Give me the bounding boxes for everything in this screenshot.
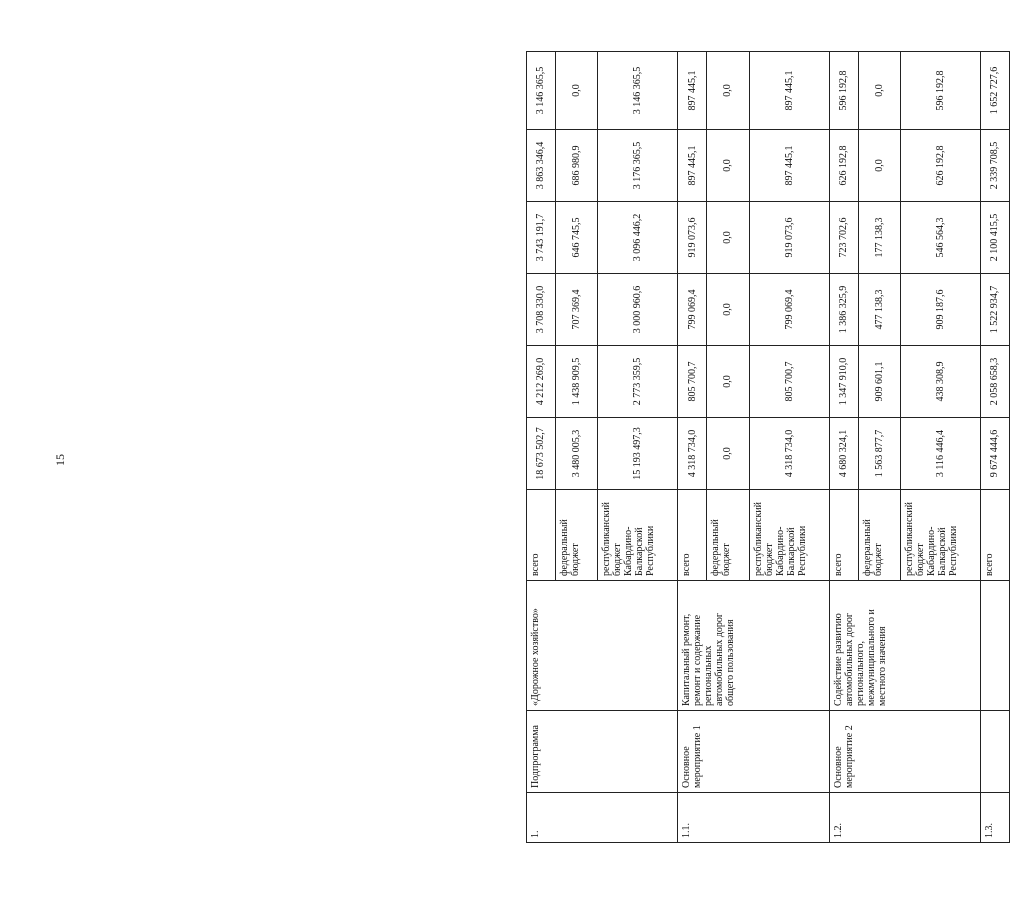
amount-cell: 18 673 502,7 <box>527 418 556 490</box>
amount-cell: 1 386 325,9 <box>829 274 858 346</box>
amount-cell: 909 601,1 <box>858 346 900 418</box>
amount-cell: 2 339 708,5 <box>980 130 1009 202</box>
funding-source-cell: всего <box>527 490 556 581</box>
amount-cell: 0,0 <box>707 52 749 130</box>
amount-cell: 1 522 934,7 <box>980 274 1009 346</box>
amount-cell: 15 193 497,3 <box>598 418 678 490</box>
amount-cell: 686 980,9 <box>555 130 597 202</box>
row-type-cell: Подпрограмма <box>527 711 678 793</box>
funding-source-cell: всего <box>980 490 1009 581</box>
amount-cell: 9 674 444,6 <box>980 418 1009 490</box>
amount-cell: 897 445,1 <box>678 52 707 130</box>
amount-cell: 0,0 <box>707 130 749 202</box>
amount-cell: 3 863 346,4 <box>527 130 556 202</box>
amount-cell: 477 138,3 <box>858 274 900 346</box>
amount-cell: 546 564,3 <box>900 202 980 274</box>
row-type-cell: Основное мероприятие 1 <box>678 711 829 793</box>
amount-cell: 626 192,8 <box>900 130 980 202</box>
amount-cell: 707 369,4 <box>555 274 597 346</box>
amount-cell: 897 445,1 <box>749 52 829 130</box>
amount-cell: 4 680 324,1 <box>829 418 858 490</box>
amount-cell: 1 652 727,6 <box>980 52 1009 130</box>
amount-cell: 3 708 330,0 <box>527 274 556 346</box>
amount-cell: 4 318 734,0 <box>749 418 829 490</box>
amount-cell: 3 743 191,7 <box>527 202 556 274</box>
row-name-cell: «Дорожное хозяйство» <box>527 581 678 711</box>
amount-cell: 0,0 <box>707 202 749 274</box>
amount-cell: 897 445,1 <box>749 130 829 202</box>
amount-cell: 3 116 446,4 <box>900 418 980 490</box>
row-number-cell: 1.2. <box>829 793 980 843</box>
amount-cell: 799 069,4 <box>749 274 829 346</box>
amount-cell: 596 192,8 <box>829 52 858 130</box>
amount-cell: 3 146 365,5 <box>598 52 678 130</box>
amount-cell: 3 480 005,3 <box>555 418 597 490</box>
table-row <box>980 52 1009 843</box>
amount-cell: 897 445,1 <box>678 130 707 202</box>
row-number-cell: 1.3. <box>980 793 1009 843</box>
amount-cell: 3 000 960,6 <box>598 274 678 346</box>
amount-cell: 4 318 734,0 <box>678 418 707 490</box>
row-type-cell <box>980 711 1009 793</box>
row-number-cell: 1. <box>527 793 678 843</box>
amount-cell: 0,0 <box>858 52 900 130</box>
funding-source-cell: республиканский бюджет Кабардино-Балкарской Республики <box>900 490 980 581</box>
table-row <box>527 52 556 843</box>
amount-cell: 626 192,8 <box>829 130 858 202</box>
budget-table <box>526 51 1010 843</box>
amount-cell: 438 308,9 <box>900 346 980 418</box>
funding-source-cell: федеральный бюджет <box>555 490 597 581</box>
amount-cell: 1 438 909,5 <box>555 346 597 418</box>
row-name-cell <box>980 581 1009 711</box>
amount-cell: 596 192,8 <box>900 52 980 130</box>
funding-source-cell: республиканский бюджет Кабардино-Балкарской Республики <box>598 490 678 581</box>
row-type-cell: Основное мероприятие 2 <box>829 711 980 793</box>
amount-cell: 799 069,4 <box>678 274 707 346</box>
funding-source-cell: всего <box>829 490 858 581</box>
amount-cell: 3 096 446,2 <box>598 202 678 274</box>
funding-source-cell: федеральный бюджет <box>707 490 749 581</box>
funding-source-cell: федеральный бюджет <box>858 490 900 581</box>
amount-cell: 0,0 <box>707 274 749 346</box>
rotated-table-wrapper <box>526 52 1010 843</box>
amount-cell: 646 745,5 <box>555 202 597 274</box>
amount-cell: 1 347 910,0 <box>829 346 858 418</box>
page-number: 15 <box>53 454 67 466</box>
table-row <box>678 52 707 843</box>
amount-cell: 3 146 365,5 <box>527 52 556 130</box>
amount-cell: 919 073,6 <box>749 202 829 274</box>
amount-cell: 3 176 365,5 <box>598 130 678 202</box>
amount-cell: 723 702,6 <box>829 202 858 274</box>
amount-cell: 0,0 <box>858 130 900 202</box>
amount-cell: 2 058 658,3 <box>980 346 1009 418</box>
amount-cell: 0,0 <box>707 346 749 418</box>
funding-source-cell: республиканский бюджет Кабардино-Балкарской Республики <box>749 490 829 581</box>
amount-cell: 177 138,3 <box>858 202 900 274</box>
amount-cell: 805 700,7 <box>749 346 829 418</box>
table-row <box>829 52 858 843</box>
amount-cell: 909 187,6 <box>900 274 980 346</box>
amount-cell: 2 100 415,5 <box>980 202 1009 274</box>
row-name-cell: Содействие развитию автомобильных дорог регионального, межмуниципального и местного значения <box>829 581 980 711</box>
row-name-cell: Капитальный ремонт, ремонт и содержание региональных автомобильных дорог общего пользования <box>678 581 829 711</box>
row-number-cell: 1.1. <box>678 793 829 843</box>
table-body <box>527 52 1010 843</box>
amount-cell: 0,0 <box>707 418 749 490</box>
amount-cell: 805 700,7 <box>678 346 707 418</box>
funding-source-cell: всего <box>678 490 707 581</box>
amount-cell: 4 212 269,0 <box>527 346 556 418</box>
amount-cell: 919 073,6 <box>678 202 707 274</box>
amount-cell: 1 563 877,7 <box>858 418 900 490</box>
amount-cell: 0,0 <box>555 52 597 130</box>
amount-cell: 2 773 359,5 <box>598 346 678 418</box>
